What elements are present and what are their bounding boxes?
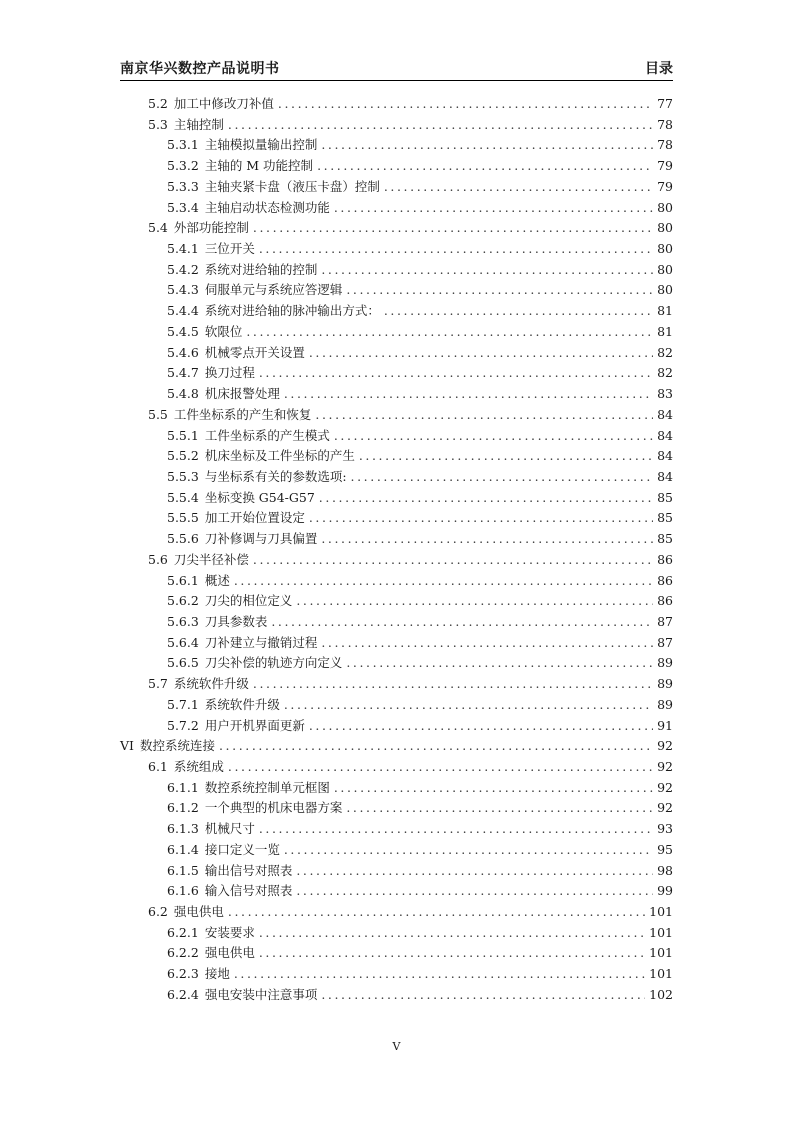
- toc-entry-page: 86: [657, 593, 673, 609]
- toc-entry-page: 87: [657, 613, 673, 629]
- toc-entry-page: 93: [657, 821, 673, 837]
- toc-entry-number: 5.3.2: [167, 158, 199, 174]
- toc-entry-page: 84: [657, 448, 673, 464]
- toc-dot-leader: [334, 200, 653, 215]
- toc-dot-leader: [384, 179, 653, 194]
- toc-dot-leader: [346, 655, 653, 670]
- toc-dot-leader: [296, 593, 653, 608]
- toc-entry-number: 6.1.5: [167, 862, 199, 878]
- toc-entry-title: 主轴的 M 功能控制: [204, 158, 314, 174]
- toc-entry[interactable]: [120, 529, 673, 550]
- toc-entry[interactable]: [120, 260, 673, 281]
- toc-entry-number: 5.6.3: [167, 613, 199, 629]
- toc-entry[interactable]: [120, 653, 673, 674]
- toc-entry-page: 82: [657, 344, 673, 360]
- toc-entry-number: 5.7: [148, 676, 168, 692]
- toc-entry[interactable]: [120, 550, 673, 571]
- toc-entry-title: 系统软件升级: [204, 696, 280, 712]
- toc-entry-page: 84: [657, 427, 673, 443]
- toc-entry-number: 5.5.5: [167, 510, 199, 526]
- toc-entry-title: 工件坐标系的产生模式: [204, 427, 330, 443]
- toc-entry-page: 102: [649, 986, 673, 1002]
- toc-entry-page: 79: [657, 158, 673, 174]
- toc-entry-title: 机床报警处理: [204, 386, 280, 402]
- toc-dot-leader: [228, 904, 645, 919]
- toc-entry-page: 83: [657, 386, 673, 402]
- page-number: V: [392, 1040, 401, 1053]
- toc-entry-page: 101: [649, 904, 673, 920]
- toc-entry-number: 5.5.4: [167, 489, 199, 505]
- toc-entry-number: 5.5.2: [167, 448, 199, 464]
- toc-entry-page: 78: [657, 137, 673, 153]
- toc-dot-leader: [319, 490, 653, 505]
- toc-dot-leader: [384, 303, 653, 318]
- toc-entry[interactable]: [120, 239, 673, 260]
- toc-entry[interactable]: [120, 198, 673, 219]
- toc-dot-leader: [234, 573, 653, 588]
- toc-entry-title: 输入信号对照表: [204, 883, 293, 899]
- toc-entry-title: 伺服单元与系统应答逻辑: [204, 282, 343, 298]
- toc-dot-leader: [334, 780, 653, 795]
- toc-entry-title: 数控系统控制单元框图: [204, 779, 330, 795]
- toc-entry-page: 101: [649, 924, 673, 940]
- toc-entry[interactable]: [120, 985, 673, 1006]
- toc-entry-title: 三位开关: [204, 241, 255, 257]
- toc-entry-title: 安装要求: [204, 924, 255, 940]
- toc-entry-title: 接口定义一览: [204, 841, 280, 857]
- toc-entry[interactable]: [120, 384, 673, 405]
- toc-entry-page: 99: [657, 883, 673, 899]
- toc-entry-page: 85: [657, 531, 673, 547]
- toc-dot-leader: [271, 614, 653, 629]
- toc-entry[interactable]: [120, 508, 673, 529]
- toc-entry-number: 6.2.1: [167, 924, 199, 940]
- toc-entry[interactable]: [120, 488, 673, 509]
- toc-entry-number: 6.1: [148, 759, 168, 774]
- toc-entry-page: 86: [657, 572, 673, 588]
- toc-entry[interactable]: [120, 819, 673, 840]
- toc-entry-page: 78: [657, 116, 673, 132]
- section-title: 目录: [645, 61, 673, 77]
- toc-entry-page: 98: [657, 862, 673, 878]
- toc-entry-number: 6.1.4: [167, 841, 199, 857]
- toc-entry[interactable]: [120, 798, 673, 819]
- toc-entry-page: 80: [657, 282, 673, 298]
- toc-dot-leader: [284, 386, 653, 401]
- toc-entry-page: 82: [657, 365, 673, 381]
- toc-entry-number: 5.6: [148, 551, 168, 567]
- toc-entry-title: 主轴启动状态检测功能: [204, 199, 330, 215]
- toc-dot-leader: [334, 428, 653, 443]
- toc-dot-leader: [346, 800, 653, 815]
- toc-entry-page: 89: [657, 696, 673, 712]
- toc-dot-leader: [246, 324, 653, 339]
- toc-entry[interactable]: [120, 695, 673, 716]
- toc-entry-title: 概述: [204, 572, 230, 588]
- toc-entry-title: 输出信号对照表: [204, 862, 293, 878]
- toc-entry[interactable]: [120, 716, 673, 737]
- toc-entry-title: 与坐标系有关的参数选项:: [204, 468, 347, 484]
- toc-dot-leader: [253, 220, 653, 235]
- toc-dot-leader: [346, 282, 653, 297]
- toc-entry-title: 刀补修调与刀具偏置: [204, 531, 318, 547]
- toc-entry-page: 89: [657, 655, 673, 671]
- toc-entry[interactable]: [120, 343, 673, 364]
- toc-entry-title: 坐标变换 G54-G57: [204, 489, 315, 505]
- toc-dot-leader: [234, 966, 645, 981]
- toc-entry[interactable]: [120, 591, 673, 612]
- toc-entry-title: 刀尖半径补偿: [173, 551, 249, 567]
- toc-entry-title: 软限位: [204, 323, 243, 339]
- toc-entry-page: 80: [657, 220, 673, 236]
- toc-entry[interactable]: [120, 861, 673, 882]
- toc-entry-page: 79: [657, 178, 673, 194]
- toc-entry[interactable]: [120, 218, 673, 239]
- toc-entry[interactable]: [120, 633, 673, 654]
- toc-entry-number: 5.3.3: [167, 178, 199, 194]
- toc-entry[interactable]: [120, 571, 673, 592]
- toc-entry[interactable]: [120, 135, 673, 156]
- toc-entry-title: 系统软件升级: [173, 676, 249, 692]
- toc-dot-leader: [259, 365, 653, 380]
- toc-entry-title: 换刀过程: [204, 365, 255, 381]
- toc-entry[interactable]: [120, 902, 673, 923]
- toc-entry-number: 5.7.2: [167, 717, 199, 733]
- toc-entry-number: 5.4.1: [167, 241, 199, 257]
- toc-entry-title: 工件坐标系的产生和恢复: [173, 406, 312, 422]
- toc-entry-number: 5.4.7: [167, 365, 199, 381]
- toc-entry-title: 机械尺寸: [204, 821, 255, 837]
- toc-entry[interactable]: [120, 446, 673, 467]
- toc-entry-title: 主轴控制: [173, 116, 224, 132]
- toc-entry-number: 5.7.1: [167, 696, 199, 712]
- toc-entry-title: 强电安装中注意事项: [204, 986, 318, 1002]
- toc-dot-leader: [321, 531, 653, 546]
- toc-entry-number: 5.4.8: [167, 386, 199, 402]
- toc-entry-number: 5.3.4: [167, 199, 199, 215]
- toc-entry-title: 刀具参数表: [204, 613, 268, 629]
- toc-entry-page: 92: [657, 759, 673, 774]
- toc-entry[interactable]: [120, 736, 673, 757]
- toc-entry[interactable]: [120, 322, 673, 343]
- toc-entry-number: 5.4.2: [167, 261, 199, 277]
- toc-entry-page: 86: [657, 551, 673, 567]
- toc-entry-page: 80: [657, 199, 673, 215]
- toc-entry-number: 5.3: [148, 116, 168, 132]
- toc-entry-number: 5.6.4: [167, 634, 199, 650]
- toc-entry-title: 刀尖补偿的轨迹方向定义: [204, 655, 343, 671]
- toc-entry-number: 5.4.6: [167, 344, 199, 360]
- toc-dot-leader: [278, 96, 653, 111]
- toc-dot-leader: [296, 883, 653, 898]
- toc-entry-number: 5.4.5: [167, 323, 199, 339]
- toc-entry-title: 主轴夹紧卡盘（液压卡盘）控制: [204, 178, 380, 194]
- toc-entry-page: 81: [657, 323, 673, 339]
- toc-entry-number: 5.6.5: [167, 655, 199, 671]
- toc-dot-leader: [228, 759, 653, 774]
- toc-dot-leader: [309, 718, 653, 733]
- toc-entry[interactable]: [120, 426, 673, 447]
- toc-entry[interactable]: [120, 94, 673, 115]
- toc-entry-title: 刀补建立与撤销过程: [204, 634, 318, 650]
- toc-entry-number: 6.1.3: [167, 821, 199, 837]
- toc-entry-title: 加工开始位置设定: [204, 510, 305, 526]
- toc-entry-page: 92: [657, 800, 673, 816]
- toc-entry-page: 87: [657, 634, 673, 650]
- toc-entry[interactable]: [120, 881, 673, 902]
- toc-dot-leader: [321, 262, 653, 277]
- toc-dot-leader: [317, 158, 653, 173]
- toc-dot-leader: [284, 697, 653, 712]
- toc-entry-title: 系统组成: [173, 759, 224, 774]
- toc-dot-leader: [315, 407, 653, 422]
- toc-entry-page: 101: [649, 966, 673, 982]
- toc-entry-number: 6.1.2: [167, 800, 199, 816]
- toc-entry-number: 6.2: [148, 904, 168, 920]
- toc-entry[interactable]: [120, 964, 673, 985]
- toc-dot-leader: [253, 552, 653, 567]
- toc-entry-number: 5.4.3: [167, 282, 199, 298]
- toc-dot-leader: [259, 925, 645, 940]
- toc-entry[interactable]: [120, 363, 673, 384]
- toc-entry-number: 5.2: [148, 96, 168, 111]
- toc-entry-page: 84: [657, 468, 673, 484]
- toc-entry-number: 5.6.2: [167, 593, 199, 609]
- toc-dot-leader: [321, 635, 653, 650]
- toc-entry-title: 强电供电: [204, 945, 255, 961]
- toc-dot-leader: [351, 469, 654, 484]
- toc-entry-page: 81: [657, 303, 673, 319]
- toc-entry-number: 6.2.3: [167, 966, 199, 982]
- toc-entry-title: 系统对进给轴的控制: [204, 261, 318, 277]
- toc-entry[interactable]: [120, 778, 673, 799]
- toc-entry-title: 机械零点开关设置: [204, 344, 305, 360]
- toc-entry-page: 95: [657, 841, 673, 857]
- toc-entry-number: 5.5: [148, 406, 168, 422]
- toc-entry-number: 5.5.6: [167, 531, 199, 547]
- toc-dot-leader: [219, 738, 653, 753]
- toc-entry[interactable]: [120, 405, 673, 426]
- table-of-contents: [120, 94, 673, 1006]
- toc-entry-number: 5.4.4: [167, 303, 199, 319]
- toc-entry-number: 5.3.1: [167, 137, 199, 153]
- toc-entry-number: 5.6.1: [167, 572, 199, 588]
- toc-dot-leader: [296, 863, 653, 878]
- toc-dot-leader: [228, 117, 653, 132]
- toc-entry-number: 6.2.2: [167, 945, 199, 961]
- toc-entry-page: 80: [657, 261, 673, 277]
- page-header: [120, 56, 673, 81]
- toc-entry-title: 接地: [204, 966, 230, 982]
- toc-entry-number: 6.1.1: [167, 779, 199, 795]
- toc-entry[interactable]: [120, 301, 673, 322]
- toc-entry-title: 加工中修改刀补值: [173, 96, 274, 111]
- toc-entry-title: 用户开机界面更新: [204, 717, 305, 733]
- toc-entry-page: 85: [657, 510, 673, 526]
- toc-entry[interactable]: [120, 923, 673, 944]
- toc-entry[interactable]: [120, 612, 673, 633]
- toc-entry-page: 92: [657, 738, 673, 754]
- toc-entry-number: VI: [120, 738, 134, 754]
- toc-entry-title: 系统对进给轴的脉冲输出方式：: [204, 303, 380, 319]
- toc-entry[interactable]: [120, 280, 673, 301]
- toc-entry-title: 数控系统连接: [139, 738, 215, 754]
- toc-entry[interactable]: [120, 177, 673, 198]
- toc-entry-title: 外部功能控制: [173, 220, 249, 236]
- toc-entry[interactable]: [120, 156, 673, 177]
- toc-dot-leader: [253, 676, 653, 691]
- toc-entry-title: 强电供电: [173, 904, 224, 920]
- toc-entry[interactable]: [120, 467, 673, 488]
- toc-entry-page: 77: [657, 96, 673, 111]
- toc-entry-page: 85: [657, 489, 673, 505]
- toc-entry[interactable]: [120, 115, 673, 136]
- toc-entry-title: 主轴模拟量输出控制: [204, 137, 318, 153]
- toc-entry[interactable]: [120, 943, 673, 964]
- toc-entry-title: 刀尖的相位定义: [204, 593, 293, 609]
- toc-dot-leader: [321, 987, 645, 1002]
- toc-entry-page: 89: [657, 676, 673, 692]
- toc-entry-page: 91: [657, 717, 673, 733]
- toc-dot-leader: [309, 510, 653, 525]
- toc-entry-page: 80: [657, 241, 673, 257]
- document-title: 南京华兴数控产品说明书: [120, 61, 280, 77]
- toc-dot-leader: [321, 137, 653, 152]
- toc-entry-page: 84: [657, 406, 673, 422]
- toc-entry-number: 6.1.6: [167, 883, 199, 899]
- toc-entry[interactable]: [120, 674, 673, 695]
- toc-entry-page: 101: [649, 945, 673, 961]
- toc-entry-number: 5.4: [148, 220, 168, 236]
- toc-entry-page: 92: [657, 779, 673, 795]
- toc-entry-title: 一个典型的机床电器方案: [204, 800, 343, 816]
- toc-dot-leader: [359, 448, 653, 463]
- toc-dot-leader: [284, 842, 653, 857]
- toc-dot-leader: [259, 241, 653, 256]
- toc-entry-number: 6.2.4: [167, 986, 199, 1002]
- toc-entry-title: 机床坐标及工件坐标的产生: [204, 448, 355, 464]
- toc-entry-number: 5.5.3: [167, 468, 199, 484]
- toc-dot-leader: [259, 945, 645, 960]
- toc-entry[interactable]: [120, 757, 673, 778]
- toc-entry[interactable]: [120, 840, 673, 861]
- toc-dot-leader: [259, 821, 653, 836]
- toc-dot-leader: [309, 345, 653, 360]
- toc-entry-number: 5.5.1: [167, 427, 199, 443]
